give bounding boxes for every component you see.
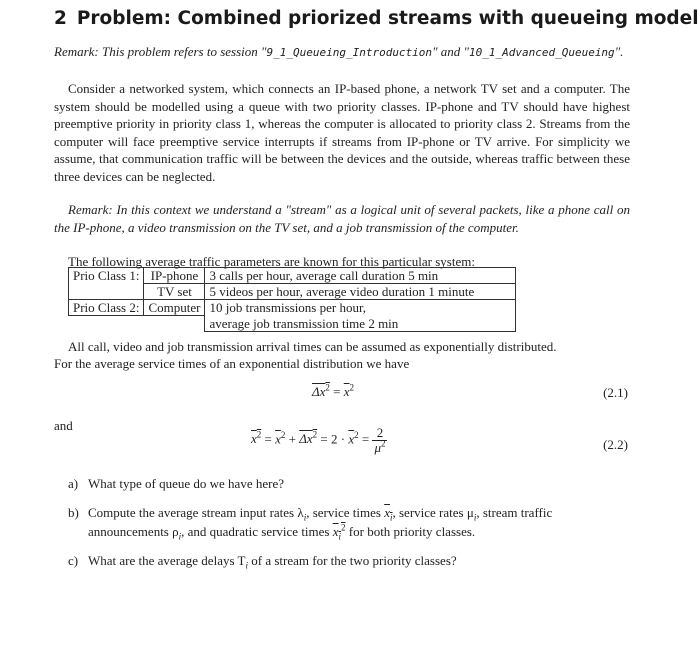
class2-label: Prio Class 2: [69,300,144,316]
device-tv: TV set [144,284,205,300]
question-c-text: What are the average delays T [88,553,246,568]
value-computer-1: 10 job transmissions per hour, [205,300,516,316]
session-ref-1: 9_1_Queueing_Introduction [266,46,433,59]
question-b-text: , and quadratic service times [181,524,333,539]
blank-cell [69,316,144,332]
question-b-text: , service times [306,505,385,520]
distribution-line-2: For the average service times of an exponential distribution we have [54,356,410,371]
question-b-text: Compute the average stream input rates λ [88,505,304,520]
stream-remark: Remark: In this context we understand a "stream" as a logical unit of several packets, like a phone call on the IP-phone, a video transmission on the TV set, and a job transmission of the computer. [54,202,630,235]
question-a [68,474,634,493]
equation-number-2-1: (2.1) [603,385,628,400]
and-label: and [54,418,73,433]
distribution-line-1: All call, video and job transmission arrival times can be assumed as exponentially distributed. [68,339,557,354]
question-b-text: , stream traffic [476,505,553,520]
question-b: b) Compute the average stream input rates $\lambda_i$, service times $x_i$, service rates $\mu_i$, stream traffic announcements $\rho_i$, and quadratic service times $x_i^2$ for both priority classes. [68,503,634,541]
equation-2-2: $x^2 = \overline{x}^2 + \Delta x^2 = 2 \cdot \overline{x}^2$ = $\frac{2}{\mu^2}$ [251,425,386,455]
session-remark [54,44,623,60]
distribution-paragraph [54,338,632,372]
question-b-text: announcements ρ [88,524,179,539]
question-c: c) What are the average delays $T_i$ of a stream for the two priority classes? [68,553,457,571]
equation-number-2-2: (2.2) [603,437,628,452]
table-row [69,268,516,284]
traffic-intro: The following average traffic parameters are known for this particular system: [68,254,475,269]
device-computer: Computer [144,300,205,316]
question-b-text: for both priority classes. [345,524,476,539]
table-row [69,284,516,300]
question-a-text: What type of queue do we have here? [88,476,284,491]
value-phone: 3 calls per hour, average call duration 5 min [205,268,516,284]
blank-cell [144,316,205,332]
equation-2-1: $\Delta x^2 = \overline{x}^2$ [312,382,355,399]
question-b-label: b) [68,505,79,520]
traffic-table [68,267,516,332]
table-row [69,300,516,316]
question-c-text: of a stream for the two priority classes? [248,553,457,568]
table-row [69,316,516,332]
intro-paragraph: Consider a networked system, which connects an IP-based phone, a network TV set and a computer. The system should be modelled using a queue with two priority classes. IP-phone and TV should have highest preemptive priority in priority class 1, whereas the computer is allocated to priority class 2. Streams from the computer will face preemptive service interrupts if streams from IP-phone or TV arrive. For simplicity we assume, that communication traffic will be between the devices and the outside, whereas traffic between these three devices can be neglected. [54,81,630,184]
question-b-continuation: announcements $\rho_i$, and quadratic service times $x_i^2$ for both priority classes. [88,522,476,542]
class1-label: Prio Class 1: [69,268,144,284]
device-phone: IP-phone [144,268,205,284]
problem-title-text: Problem: Combined priorized streams with queueing model [76,8,699,29]
remark-mid: " and " [432,44,469,59]
value-computer-2: average job transmission time 2 min [205,316,516,332]
value-tv: 5 videos per hour, average video duration 1 minute [205,284,516,300]
remark-end: ". [614,44,624,59]
remark-lead: Remark: This problem refers to session " [54,44,267,59]
problem-number: 2 [54,8,67,29]
question-a-label: a) [68,476,79,491]
question-b-text: , service rates μ [392,505,474,520]
session-ref-2: 10_1_Advanced_Queueing [468,46,615,59]
class1-spacer [69,284,144,300]
problem-title [54,8,699,29]
question-c-label: c) [68,553,79,568]
